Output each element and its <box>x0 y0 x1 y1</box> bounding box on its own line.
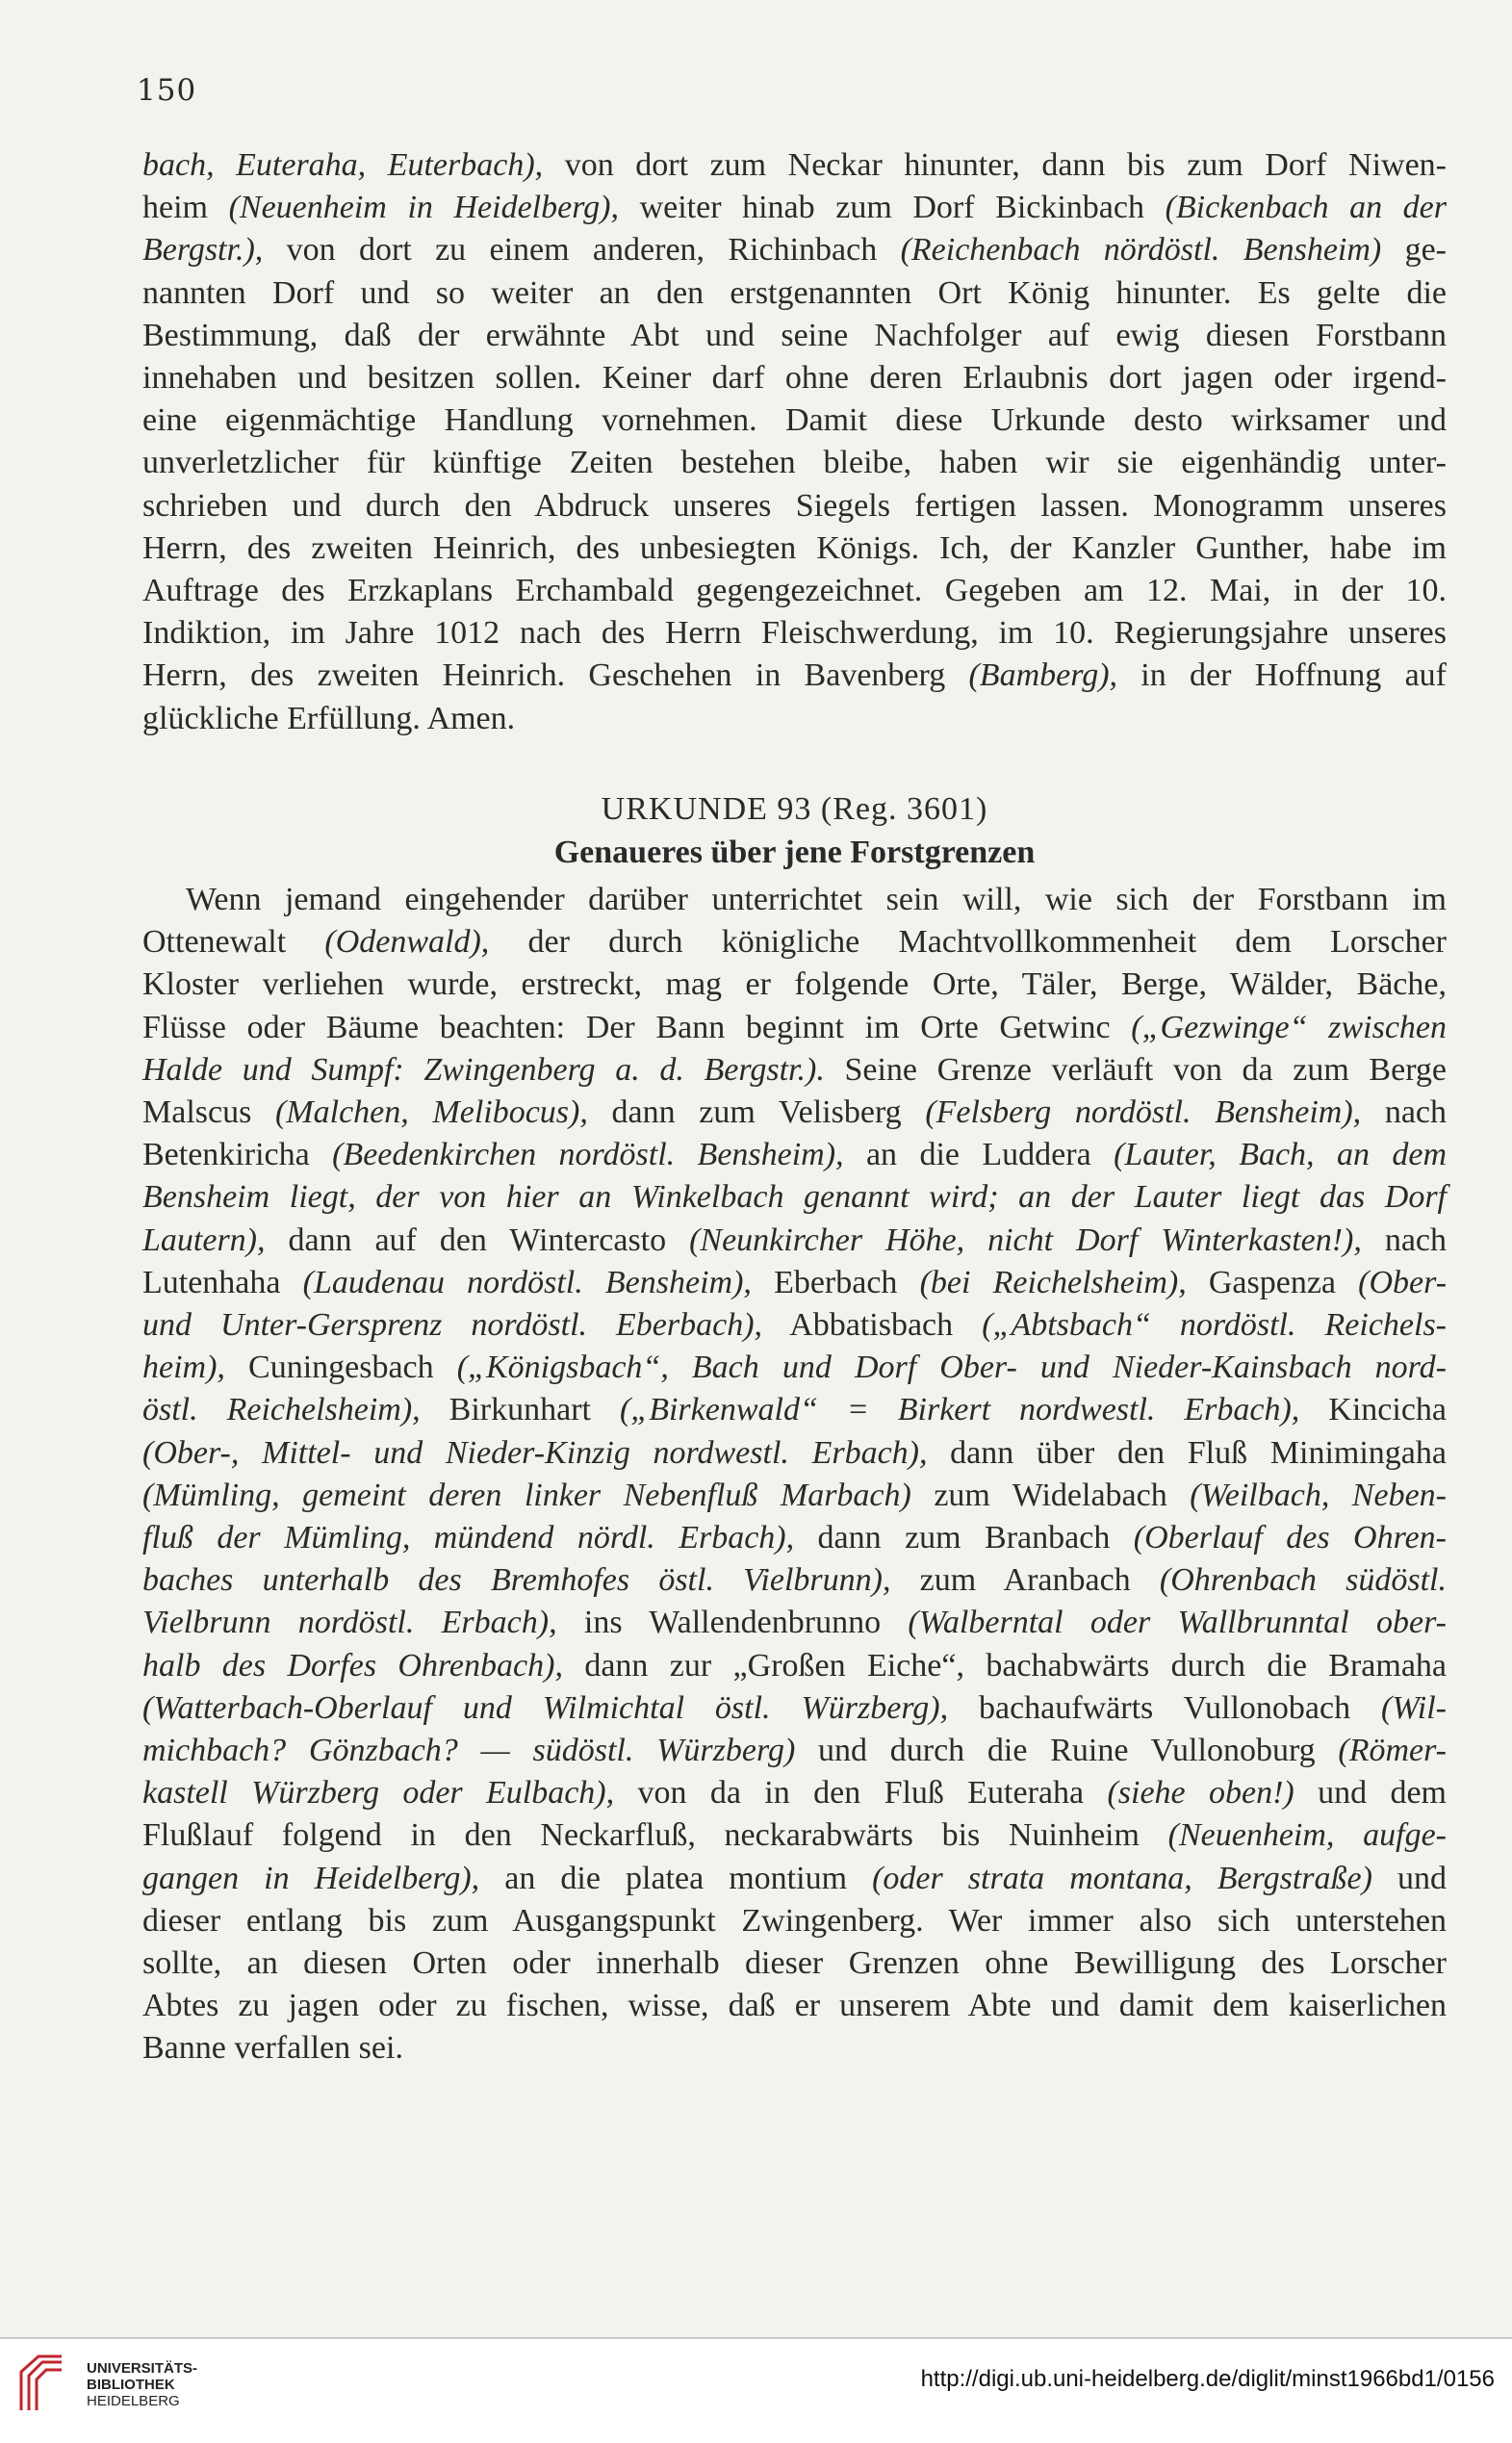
text-line: unverletzlicher für künftige Zeiten bestehen bleibe, haben wir sie eigenhändig unter- <box>142 445 1447 481</box>
text-line: Ottenewalt (Odenwald), der durch königliche Machtvollkommenheit dem Lorscher <box>142 924 1447 961</box>
text-line: Lutenhaha (Laudenau nordöstl. Bensheim), Eberbach (bei Reichelsheim), Gaspenza (Ober- <box>142 1264 1448 1300</box>
text-line: sollte, an diesen Orten oder innerhalb dieser Grenzen ohne Bewilligung des Lorscher <box>142 1945 1447 1982</box>
text-line: und Unter-Gersprenz nordöstl. Eberbach), Abbatisbach („Abtsbach“ nordöstl. Reichels- <box>142 1307 1447 1344</box>
text-line: Herrn, des zweiten Heinrich, des unbesiegten Königs. Ich, der Kanzler Gunther, habe im <box>142 529 1447 566</box>
text-line: Vielbrunn nordöstl. Erbach), ins Wallendenbrunno (Walberntal oder Wallbrunntal ober- <box>142 1605 1447 1641</box>
text-line: Halde und Sumpf: Zwingenberg a. d. Bergstr.). Seine Grenze verläuft von da zum Berge <box>142 1051 1448 1088</box>
text-line: Wenn jemand eingehender darüber unterrichtet sein will, wie sich der Forstbann im <box>186 882 1447 917</box>
text-line: Flüsse oder Bäume beachten: Der Bann beginnt im Orte Getwinc („Gezwinge“ zwischen <box>142 1009 1447 1045</box>
text-line: baches unterhalb des Bremhofes östl. Vielbrunn), zum Aranbach (Ohrenbach südöstl. <box>142 1562 1447 1599</box>
charter-text-continued <box>142 144 1447 740</box>
text-line: michbach? Gönzbach? — südöstl. Würzberg) und durch die Ruine Vullonoburg (Römer- <box>142 1733 1447 1769</box>
charter-93-text <box>142 879 1447 2070</box>
page-number: 150 <box>137 73 197 108</box>
university-library-logo-icon <box>17 2353 65 2414</box>
text-line: Bestimmung, daß der erwähnte Abt und seine Nachfolger auf ewig diesen Forstbann <box>142 317 1447 353</box>
text-line: dieser entlang bis zum Ausgangspunkt Zwingenberg. Wer immer also sich unterstehen <box>142 1902 1447 1939</box>
document-subheading: Genaueres über jene Forstgrenzen <box>553 835 1036 870</box>
library-name <box>87 2360 197 2409</box>
text-line: Betenkiricha (Beedenkirchen nordöstl. Bensheim), an die Luddera (Lauter, Bach, an dem <box>142 1137 1447 1173</box>
text-line: heim), Cuningesbach („Königsbach“, Bach und Dorf Ober- und Nieder-Kainsbach nord- <box>142 1350 1447 1386</box>
text-line: schrieben und durch den Abdruck unseres Siegels fertigen lassen. Monogramm unseres <box>142 487 1447 524</box>
document-heading: URKUNDE 93 (Reg. 3601) <box>601 791 988 827</box>
text-line: Lautern), dann auf den Wintercasto (Neunkircher Höhe, nicht Dorf Winterkasten!), nach <box>142 1222 1447 1258</box>
text-line: Indiktion, im Jahre 1012 nach des Herrn Fleischwerdung, im 10. Regierungsjahre unseres <box>142 615 1447 652</box>
text-line: Kloster verliehen wurde, erstreckt, mag er folgende Orte, Täler, Berge, Wälder, Bäche, <box>142 966 1447 1003</box>
text-line: innehaben und besitzen sollen. Keiner darf ohne deren Erlaubnis dort jagen oder irgend- <box>142 360 1447 397</box>
text-line: (Mümling, gemeint deren linker Nebenfluß Marbach) zum Widelabach (Weilbach, Neben- <box>142 1477 1447 1513</box>
library-name-line1: UNIVERSITÄTS- <box>87 2360 198 2377</box>
text-line: Banne verfallen sei. <box>142 2030 403 2067</box>
text-line: östl. Reichelsheim), Birkunhart („Birkenwald“ = Birkert nordwestl. Erbach), Kincicha <box>142 1392 1448 1428</box>
text-line: glückliche Erfüllung. Amen. <box>142 700 516 736</box>
text-line: Auftrage des Erzkaplans Erchambald gegengezeichnet. Gegeben am 12. Mai, in der 10. <box>142 573 1447 609</box>
library-name-line2: BIBLIOTHEK <box>87 2377 175 2393</box>
text-line: nannten Dorf und so weiter an den erstgenannten Ort König hinunter. Es gelte die <box>142 274 1447 311</box>
text-line: Abtes zu jagen oder zu fischen, wisse, daß er unserem Abte und damit dem kaiserlichen <box>142 1988 1447 2024</box>
library-name-line3: HEIDELBERG <box>87 2393 180 2409</box>
text-line: eine eigenmächtige Handlung vornehmen. Damit diese Urkunde desto wirksamer und <box>142 402 1447 439</box>
text-line: fluß der Mümling, mündend nördl. Erbach), dann zum Branbach (Oberlauf des Ohren- <box>142 1520 1447 1556</box>
text-line: (Watterbach-Oberlauf und Wilmichtal östl. Würzberg), bachaufwärts Vullonobach (Wil- <box>142 1689 1447 1726</box>
text-line: halb des Dorfes Ohrenbach), dann zur „Großen Eiche“, bachabwärts durch die Bramaha <box>142 1647 1447 1684</box>
text-line: Bensheim liegt, der von hier an Winkelbach genannt wird; an der Lauter liegt das Dorf <box>142 1179 1447 1216</box>
text-line: kastell Würzberg oder Eulbach), von da in den Fluß Euteraha (siehe oben!) und dem <box>142 1775 1447 1812</box>
source-url[interactable]: http://digi.ub.uni-heidelberg.de/diglit/minst1966bd1/0156 <box>920 2366 1495 2392</box>
text-line: heim (Neuenheim in Heidelberg), weiter hinab zum Dorf Bickinbach (Bickenbach an der <box>142 190 1447 226</box>
text-line: Malscus (Malchen, Melibocus), dann zum Velisberg (Felsberg nordöstl. Bensheim), nach <box>142 1094 1447 1131</box>
text-line: Herrn, des zweiten Heinrich. Geschehen in Bavenberg (Bamberg), in der Hoffnung auf <box>142 657 1447 694</box>
text-line: Bergstr.), von dort zu einem anderen, Richinbach (Reichenbach nördöstl. Bensheim) ge- <box>142 232 1448 269</box>
text-line: (Ober-, Mittel- und Nieder-Kinzig nordwestl. Erbach), dann über den Fluß Minimingaha <box>142 1434 1447 1471</box>
text-line: Flußlauf folgend in den Neckarfluß, neckarabwärts bis Nuinheim (Neuenheim, aufge- <box>142 1817 1447 1854</box>
text-line: bach, Euteraha, Euterbach), von dort zum Neckar hinunter, dann bis zum Dorf Niwen- <box>142 147 1447 183</box>
text-line: gangen in Heidelberg), an die platea montium (oder strata montana, Bergstraße) und <box>142 1860 1448 1896</box>
